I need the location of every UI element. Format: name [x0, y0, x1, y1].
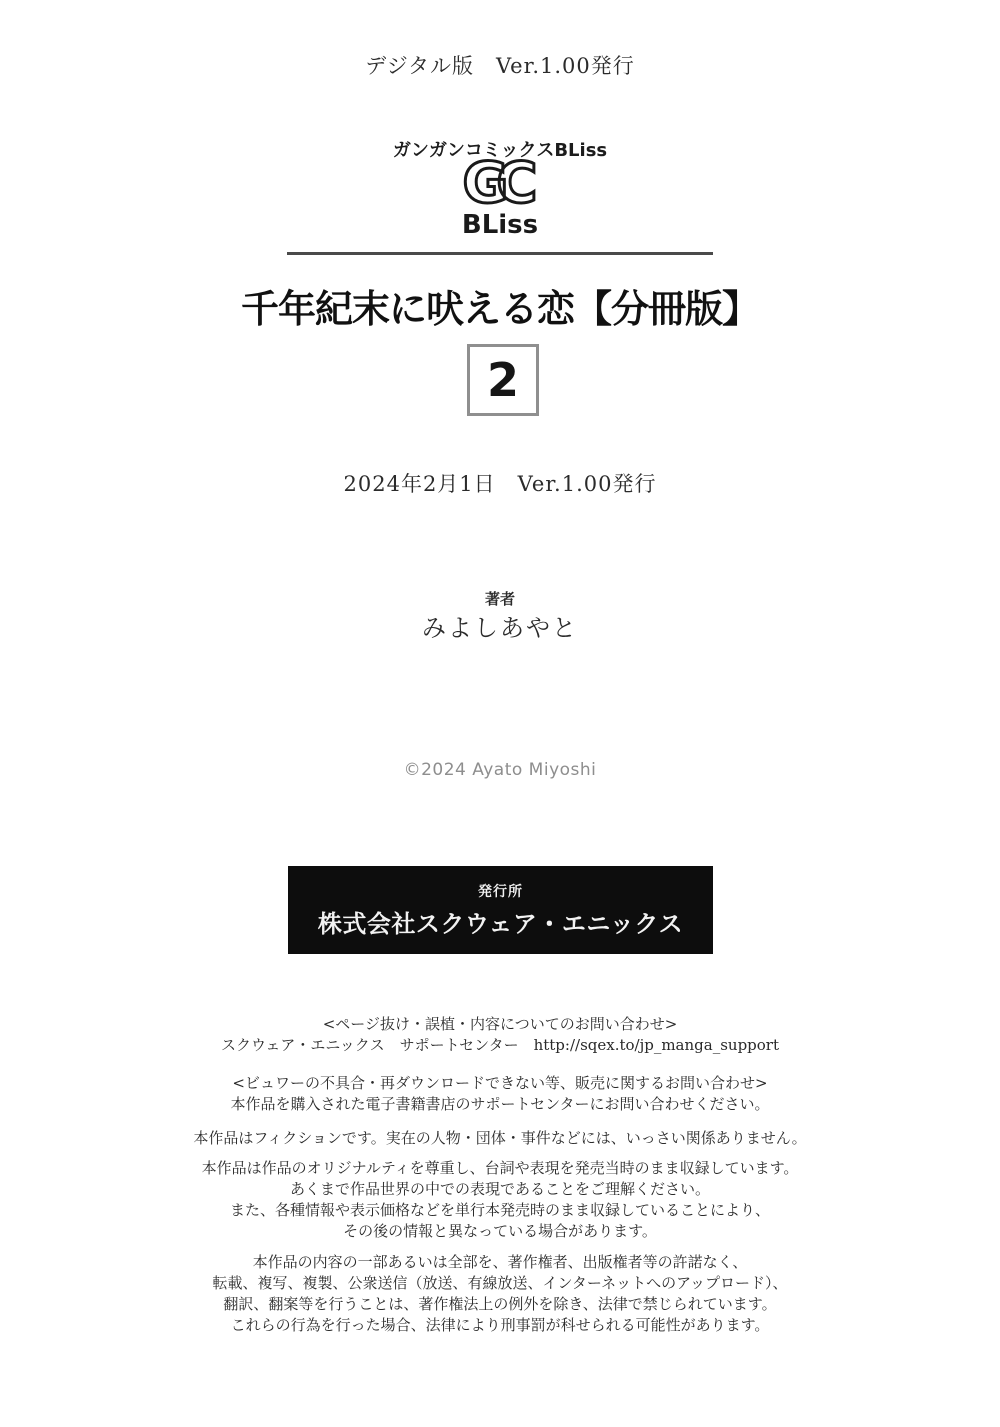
gc-bliss-logo — [0, 151, 1000, 240]
author-label: 著者 — [484, 590, 515, 608]
gc-logo-wordmark: BLiss — [461, 210, 539, 240]
publisher-box — [288, 866, 713, 954]
notice-viewer-issues — [0, 1073, 1000, 1115]
notice-line: 転載、複写、複製、公衆送信（放送、有線放送、インターネットへのアップロード）、 — [212, 1274, 788, 1292]
volume-number-box — [467, 344, 539, 416]
notice-line: あくまで作品世界の中での表現であることをご理解ください。 — [289, 1180, 710, 1198]
notice-originality-statement — [0, 1158, 1000, 1242]
notice-fiction-disclaimer — [0, 1128, 1000, 1149]
publication-date-line: 2024年2月1日 Ver.1.00発行 — [343, 472, 657, 496]
notice-line: <ページ抜け・誤植・内容についてのお問い合わせ> — [322, 1015, 678, 1033]
notice-line: 本作品を購入された電子書籍書店のサポートセンターにお問い合わせください。 — [230, 1095, 770, 1113]
publisher-name: 株式会社スクウェア・エニックス — [317, 910, 684, 938]
notice-line: その後の情報と異なっている場合があります。 — [343, 1222, 657, 1240]
horizontal-divider — [287, 252, 713, 255]
notice-copyright-warning — [0, 1252, 1000, 1336]
copyright-line: ©2024 Ayato Miyoshi — [403, 760, 597, 780]
notice-line: スクウェア・エニックス サポートセンター http://sqex.to/jp_manga_support — [220, 1036, 779, 1054]
notice-line: 本作品は作品のオリジナルティを尊重し、台詞や表現を発売当時のまま収録しています。 — [201, 1159, 799, 1177]
notice-line: 本作品の内容の一部あるいは全部を、著作権者、出版権者等の許諾なく、 — [252, 1253, 748, 1271]
notice-line: これらの行為を行った場合、法律により刑事罰が科せられる可能性があります。 — [230, 1316, 770, 1334]
notice-line: 本作品はフィクションです。実在の人物・団体・事件などには、いっさい関係ありません。 — [193, 1129, 807, 1147]
notice-line: 翻訳、翻案等を行うことは、著作権法上の例外を除き、法律で禁じられています。 — [223, 1295, 777, 1313]
notice-contact-inquiries — [0, 1014, 1000, 1056]
gc-logo-monogram: GC — [462, 151, 526, 216]
digital-edition-line: デジタル版 Ver.1.00発行 — [365, 54, 635, 78]
volume-number: 2 — [486, 353, 519, 407]
notice-line: また、各種情報や表示価格などを単行本発売時のまま収録していることにより、 — [229, 1201, 770, 1219]
publisher-label: 発行所 — [478, 884, 523, 900]
author-name: みよしあやと — [422, 614, 578, 642]
notice-line: <ビュワーの不具合・再ダウンロードできない等、販売に関するお問い合わせ> — [232, 1074, 768, 1092]
book-title: 千年紀末に吠える恋【分冊版】 — [240, 287, 759, 331]
series-imprint-label: ガンガンコミックスBLiss — [392, 140, 608, 161]
